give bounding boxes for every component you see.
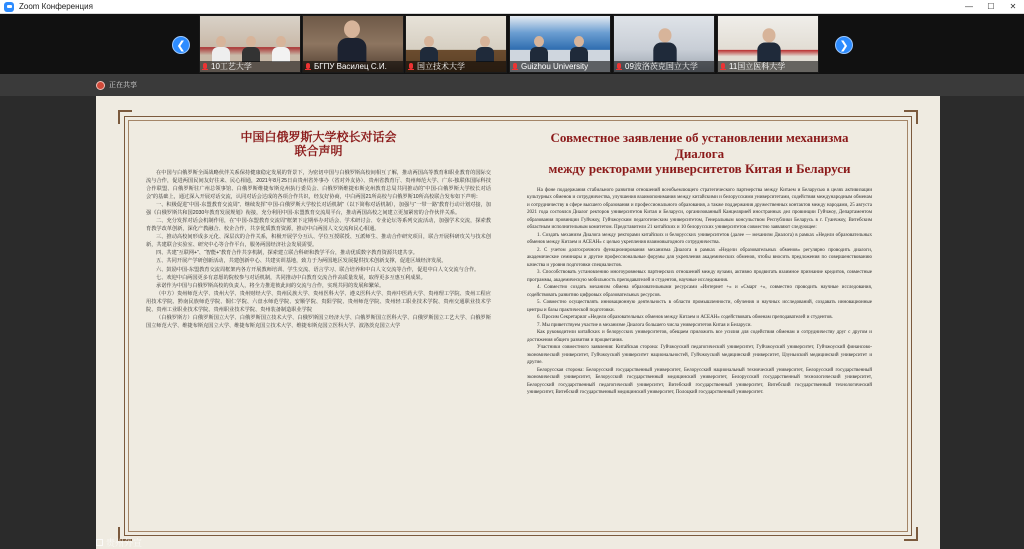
chinese-statement xyxy=(146,130,491,525)
muted-mic-icon xyxy=(408,63,414,71)
paragraph: На фоне поддержания стабильного развития отношений всеобъемлющего стратегического партнерства между Китаем и Беларусью в целях активизации культурных обменов и сотрудничества, улучшения взаимопонимания между китайскими и белорусскими университетами, содействия международным обменам и сотрудничеству в сфере высшего образования и профессионального образования, а также поддержания дружественных контактов между народами, 25 августа 2021 года состоялся Диалог ректоров университетов Китая и Беларуси, организованный Канцелярией иностранных дел провинции Гуйчжоу, Департаментом образования провинции Гуйчжоу, Гуйчжоуским педагогическим университетом, Генеральным консульством Республики Беларусь в г. Гуанчжоу, Витебским областным исполнительным комитетом. Представители 21 китайских и 10 белорусских университетов совместно заявляют следующее: xyxy=(527,187,872,231)
participant-name: Guizhou University xyxy=(521,62,589,71)
chinese-title-line: 中国白俄罗斯大学校长对话会 xyxy=(240,130,397,144)
paragraph: 1. Создать механизм Диалога между ректорами китайских и белорусских университетов (далее — механизм Диалога) в рамках «Недели образовательных обменов между Китаем и АСЕАН» с целью укрепления взаимовыгодного сотрудничества. xyxy=(527,232,872,246)
paragraph: 六、鼓励中国-东盟教育交流周框架内各方开展教师培训、学生交流、语言学习、联合培养和中白人文交流等合作，促进中白人文交流与合作。 xyxy=(156,266,480,273)
window-titlebar xyxy=(0,0,1024,14)
participant-name: БГПУ Василец С.И. xyxy=(314,62,387,71)
previous-page-button[interactable] xyxy=(172,36,190,54)
paragraph: 一、积极促进“中国-东盟教育交流周”、继续发挥“中国-白俄罗斯大学校长对话机制”（以下简称对话机制），加强与“一带一路”教育行动计划对接，加强《白俄罗斯共和国2030年教育发展规划》衔接，充分利用中国-东盟教育交流周平台，推动两国高校之间建立更加紧密的合作伙伴关系。 xyxy=(146,202,491,217)
chinese-body xyxy=(146,169,491,330)
zoom-logo-icon xyxy=(4,2,14,12)
participant-name: 11国立医科大学 xyxy=(729,62,786,71)
sharing-status-icon xyxy=(96,81,105,90)
paragraph: 5. Совместно осуществлять инновационную деятельность в области промышленности, обучения и научных исследований, создавать инновационные центры и базы практической подготовки. xyxy=(527,300,872,313)
maximize-button[interactable]: ☐ xyxy=(987,2,995,11)
muted-mic-icon xyxy=(305,63,311,71)
participant-label xyxy=(303,61,403,72)
paragraph: 七、欢迎中白两国更多有意愿的院校参与对话机制，共同推动中白教育交流合作高质量发展，取得更多互惠互利成果。 xyxy=(156,274,426,281)
muted-mic-icon xyxy=(202,63,208,71)
video-tile[interactable] xyxy=(199,15,301,73)
russian-title-line: Совместное заявление об установлении механизма Диалога xyxy=(550,130,849,161)
participant-name: 10工艺大学 xyxy=(211,62,252,71)
chevron-left-icon: ❮ xyxy=(176,39,186,52)
frame-corner-ornament xyxy=(904,527,918,541)
participant-name: 09波洛茨克国立大学 xyxy=(625,62,698,71)
video-strip xyxy=(0,14,1024,74)
paragraph: 7. Мы приветствуем участие в механизме Диалога большего числа университетов Китая и Беларуси. xyxy=(537,322,752,328)
close-button[interactable]: ✕ xyxy=(1009,2,1017,11)
paragraph: 三、推动高校间形成多元化、深层次的合作关系，积极开展学分互认、学位互授联授、互派师生、推动合作研究项目，联合开展科研攻关与技术创新，共建联合实验室、研究中心等合作平台，服务两国经济社会发展需要。 xyxy=(146,234,491,249)
russian-title xyxy=(527,130,872,177)
participant-label xyxy=(406,61,506,72)
participant-label xyxy=(510,61,610,72)
muted-mic-icon xyxy=(720,63,726,71)
russian-title-line: между ректорами университетов Китая и Беларуси xyxy=(548,161,851,177)
paragraph: 3. Способствовать установлению многоуровневых партнерских отношений между вузами, активно продвигать взаимное признание кредитов, совместные программы, академическую мобильность преподавателей и студентов, научные исследования. xyxy=(527,270,872,283)
frame-corner-ornament xyxy=(118,110,132,124)
window-controls xyxy=(958,0,1024,14)
paragraph: 6. Просим Секретариат «Недели образовательных обменов между Китаем и АСЕАН» содействовать обменам преподавателей и студентов. xyxy=(537,315,833,321)
paragraph: 五、共同开展产学研创新活动，共建创新中心、共建实训基地，致力于为两国地区发展提供技术创新支撑，促进区域经济发展。 xyxy=(156,258,447,265)
paragraph: 承诺作为中国与白俄罗斯高校的负责人，将全力推进彼此间的交流与合作，实现共同的发展和繁荣。 xyxy=(156,282,385,289)
paragraph: Как руководители китайских и белорусских университетов, обещаем приложить все усилия для содействия обменам и сотрудничеству друг с другом и достижения общего развития и процветания. xyxy=(527,330,872,343)
paragraph: 二、充分发挥对话会机制作用，在“中国-东盟教育交流周”框架下定期举办对话会、学术研讨会、专业论坛等系列交流活动，加强学术交流，探索教育教学改革创新，深化产教融合、校企合作，共享优质教育资源，推动中白两国人文交流和民心相通。 xyxy=(146,218,491,233)
paragraph: 2. С учетом долгосрочного функционирования механизма Диалога в рамках «Недели образовательных обменов» регулярно проводить диалоги, академические семинары и другие профессиональные форумы для укрепления академических обменов, чтобы вносить предложения по совершенствованию качества и уровня подготовки специалистов. xyxy=(527,247,872,268)
chinese-title xyxy=(146,130,491,159)
video-tile[interactable] xyxy=(405,15,507,73)
watermark xyxy=(96,536,142,549)
video-tile[interactable] xyxy=(509,15,611,73)
paragraph: 在中国与白俄罗斯全面战略伙伴关系保持健康稳定发展的背景下，为密切中国与白俄罗斯高校间相互了解，推动两国高等教育和职业教育的国际交流与合作，促进两国民间友好往来、民心相通，2021年8月25日由贵州省外事办（省对外友协）、贵州省教育厅、贵州师范大学、广东-独联体国际科技合作联盟、白俄罗斯驻广州总领事馆、白俄罗斯维捷布斯克州执行委员会、白俄罗斯维捷布斯克州教育总局共同推动的“中国-白俄罗斯大学校长对话会”的基础上，通过深入开展对话交流，认同对话会达成的各项合作共识，经友好协商，中白两国21所高校与白俄罗斯10所高校联合发布如下声明： xyxy=(146,169,491,200)
chinese-title-line: 联合声明 xyxy=(294,144,343,159)
video-tile[interactable] xyxy=(302,15,404,73)
video-tile[interactable] xyxy=(613,15,715,73)
muted-mic-icon xyxy=(616,63,622,71)
window-title: Zoom Конференция xyxy=(19,2,93,11)
paragraph: 四、共建“互联网+”、“智能+”教育合作共享机制，探索建立联合科研和教学平台，推动优质数字教育资源共建共享。 xyxy=(156,250,418,257)
minimize-button[interactable]: — xyxy=(965,2,973,11)
muted-mic-icon xyxy=(512,63,518,71)
watermark-text: 贵州外宣 xyxy=(106,538,143,548)
video-tile[interactable] xyxy=(717,15,819,73)
next-page-button[interactable] xyxy=(835,36,853,54)
signatories: （白俄罗斯方）白俄罗斯国立大学、白俄罗斯国立技术大学、白俄罗斯国立经济大学、白俄罗斯国立医科大学、白俄罗斯国立工艺大学、白俄罗斯国立师范大学、维捷布斯克国立大学、维捷布斯克国立技术大学、维捷布斯克国立医科大学、波洛茨克国立大学 xyxy=(146,314,491,329)
participant-name: 国立技术大学 xyxy=(417,62,465,71)
frame-corner-ornament xyxy=(904,110,918,124)
signatories: （中方）贵州师范大学、贵州大学、贵州财经大学、贵州民族大学、贵州医科大学、遵义医科大学、贵州中医药大学、贵州理工学院、贵州工程应用技术学院、黔南民族师范学院、铜仁学院、六盘水师范学院、安顺学院、贵阳学院、贵州师范学院、贵州轻工职业技术学院、贵州交通职业技术学院、贵州工业职业技术学院、贵州职业技术学院、贵州装备制造职业学院 xyxy=(146,290,491,313)
russian-statement xyxy=(527,130,872,525)
participant-label xyxy=(200,61,300,72)
paragraph: 4. Совместно создать механизм обмена образовательными ресурсами «Интернет +» и «Смарт +», совместно проводить научные исследования, содействовать развитию цифровых образовательных ресурсов. xyxy=(527,285,872,298)
participant-label xyxy=(718,61,818,72)
signatories: Белорусская сторона: Белорусский государственный университет, Белорусский национальный технический университет, Белорусский государственный экономический университет, Белорусский государственный медицинский университет, Белорусский государственный технологический университет, Белорусский государственный педагогический университет, Витебский государственный университет, Витебский государственный технологический университет, Витебский государственный медицинский университет, Полоцкий государственный университет. xyxy=(527,367,872,396)
shared-document xyxy=(96,96,940,549)
sharing-status-text: 正在共享 xyxy=(109,82,137,89)
participant-label xyxy=(614,61,714,72)
signatories: Участники совместного заявления: Китайская сторона: Гуйчжоуский педагогический университет, Гуйчжоуский университет, Гуйчжоуский финансово-экономический университет, Гуйчжоуский университет национальностей, Гуйчжоуский медицинский университет, Цзуньиский медицинский университет и другие. xyxy=(527,345,872,366)
watermark-logo-icon xyxy=(96,539,103,546)
share-header xyxy=(0,74,1024,96)
share-indicator xyxy=(96,80,137,90)
russian-body xyxy=(527,187,872,397)
chevron-right-icon: ❯ xyxy=(839,39,849,52)
